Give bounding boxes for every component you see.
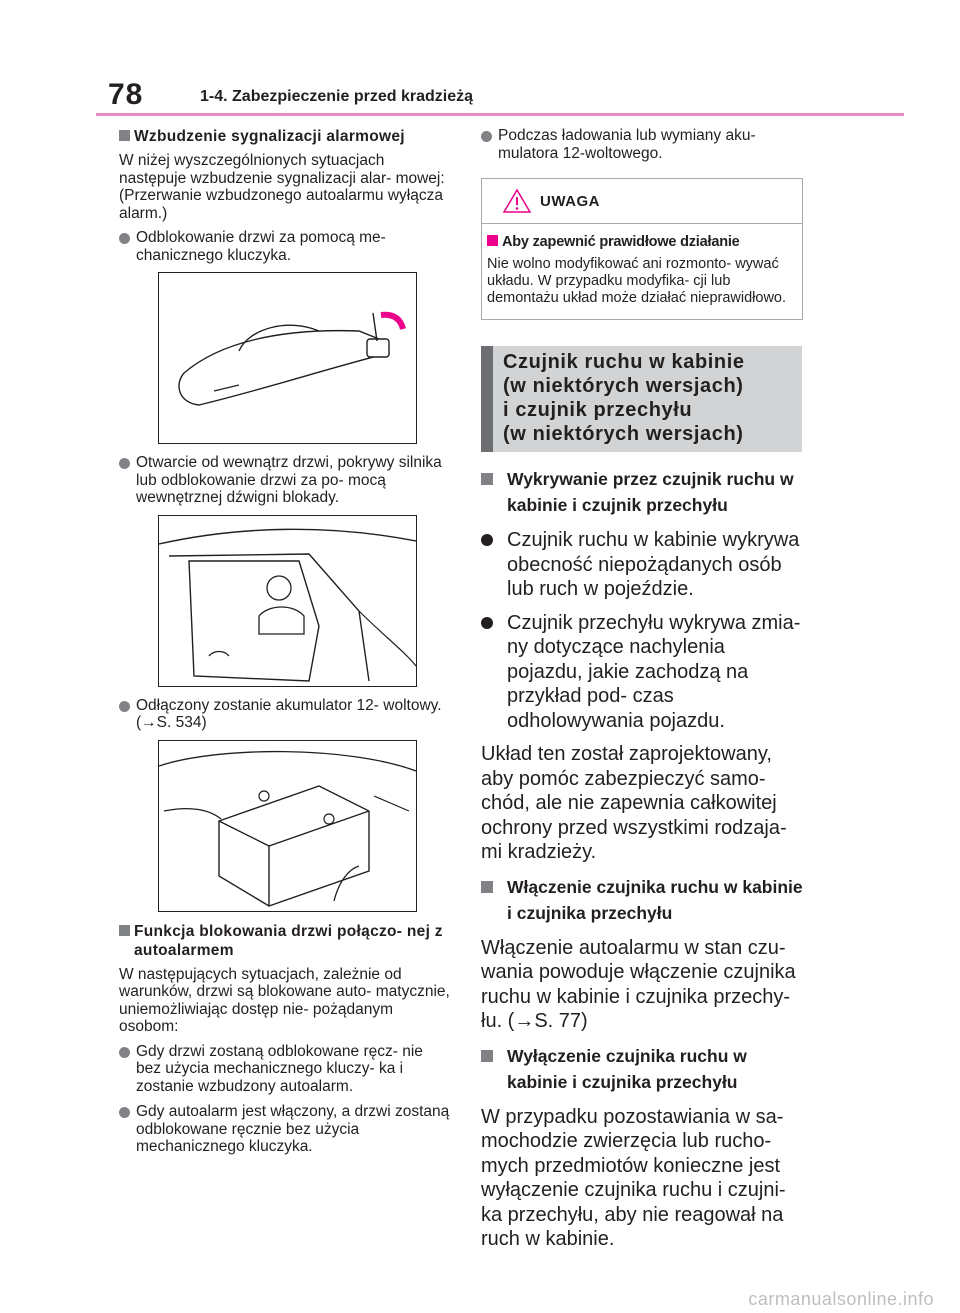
paragraph-door-lock: W następujących sytuacjach, zależnie od warunków, drzwi są blokowane auto- matycznie, uniemożliwiając dostęp nie- pożądanym osobom: (119, 965, 450, 1035)
round-bullet-icon (119, 233, 130, 244)
round-bullet-icon (481, 617, 493, 629)
list-item: Otwarcie od wewnątrz drzwi, pokrywy silnika lub odblokowanie drzwi za po- mocą wewnętrznej dźwigni blokady. (119, 454, 451, 507)
battery-removal-illustration (158, 740, 417, 912)
square-bullet-icon (481, 473, 493, 485)
paragraph-alarm-intro: W niżej wyszczególnionych sytuacjach następuje wzbudzenie sygnalizacji alar- mowej: (Przerwanie wzbudzonego autoalarmu wyłącza alarm.) (119, 152, 445, 222)
round-bullet-icon (481, 131, 492, 142)
list-item: Czujnik ruchu w kabinie wykrywa obecność niepożądanych osób lub ruch w pojeździe. (481, 528, 803, 602)
driver-door-open-illustration (158, 515, 417, 687)
door-handle-key-illustration (158, 272, 417, 444)
paragraph-protection: Układ ten został zaprojektowany, aby pomóc zabezpieczyć samo- chód, ale nie zapewnia całkowitej ochrony przed wszystkimi rodzaja- mi kradzieży. (481, 743, 787, 863)
warning-box (481, 178, 803, 320)
left-column (119, 127, 451, 1164)
paragraph-disable: W przypadku pozostawiania w sa- mochodzie zwierzęcia lub rucho- mych przedmiotów konieczne jest wyłączenie czujnika ruchu i czujni- ka przechyłu, aby nie reagował na ruch w kabinie. (481, 1105, 786, 1250)
list-item: Podczas ładowania lub wymiany aku- mulatora 12-woltowego. (481, 127, 803, 162)
warning-header (482, 179, 802, 223)
page-number: 78 (108, 78, 144, 111)
section-banner: Czujnik ruchu w kabinie (w niektórych wersjach) i czujnik przechyłu (w niektórych wersjach) (481, 346, 802, 452)
heading-alarm-trigger: Wzbudzenie sygnalizacji alarmowej (119, 127, 451, 146)
list-item: Czujnik przechyłu wykrywa zmia- ny dotyczące nachylenia pojazdu, jakie zachodzą na przykład pod- czas odholowywania pojazdu. (481, 611, 803, 734)
warning-text: Nie wolno modyfikować ani rozmonto- wywać układu. W przypadku modyfika- cji lub demontażu układ może działać nieprawidłowo. (487, 256, 787, 306)
round-bullet-icon (119, 1107, 130, 1118)
heading-enable-sensors: Włączenie czujnika ruchu w kabinie i czujnika przechyłu (481, 874, 803, 926)
header-rule (96, 113, 904, 116)
square-bullet-icon (481, 1050, 493, 1062)
list-item: Gdy drzwi zostaną odblokowane ręcz- nie bez użycia mechanicznego kluczy- ka i zostanie wzbudzony autoalarm. (119, 1043, 451, 1096)
round-bullet-icon (481, 534, 493, 546)
round-bullet-icon (119, 701, 130, 712)
right-column (481, 127, 803, 1261)
heading-detection: Wykrywanie przez czujnik ruchu w kabinie i czujnik przechyłu (481, 466, 803, 518)
heading-door-lock-function: Funkcja blokowania drzwi połączo- nej z autoalarmem (119, 922, 451, 960)
round-bullet-icon (119, 458, 130, 469)
warning-heading: Aby zapewnić prawidłowe działanie (487, 234, 796, 250)
list-item: Gdy autoalarm jest włączony, a drzwi zostaną odblokowane ręcznie bez użycia mechanicznego kluczyka. (119, 1103, 451, 1156)
paragraph-enable: Włączenie autoalarmu w stan czu- wania powoduje włączenie czujnika ruchu w kabinie i czujnika przechy- łu. (→S. 77) (481, 936, 796, 1032)
list-item: Odblokowanie drzwi za pomocą me- chanicznego kluczyka. (119, 229, 451, 264)
warning-title: UWAGA (540, 193, 600, 210)
footer-watermark: carmanualsonline.info (748, 1289, 934, 1309)
list-item: Odłączony zostanie akumulator 12- woltowy. (→S. 534) (119, 697, 451, 732)
square-bullet-icon (481, 881, 493, 893)
round-bullet-icon (119, 1047, 130, 1058)
square-bullet-icon (119, 130, 130, 141)
heading-disable-sensors: Wyłączenie czujnika ruchu w kabinie i czujnika przechyłu (481, 1043, 803, 1095)
section-title: 1-4. Zabezpieczenie przed kradzieżą (200, 88, 473, 105)
square-bullet-icon (487, 235, 498, 246)
warning-triangle-icon (502, 188, 532, 214)
square-bullet-icon (119, 925, 130, 936)
